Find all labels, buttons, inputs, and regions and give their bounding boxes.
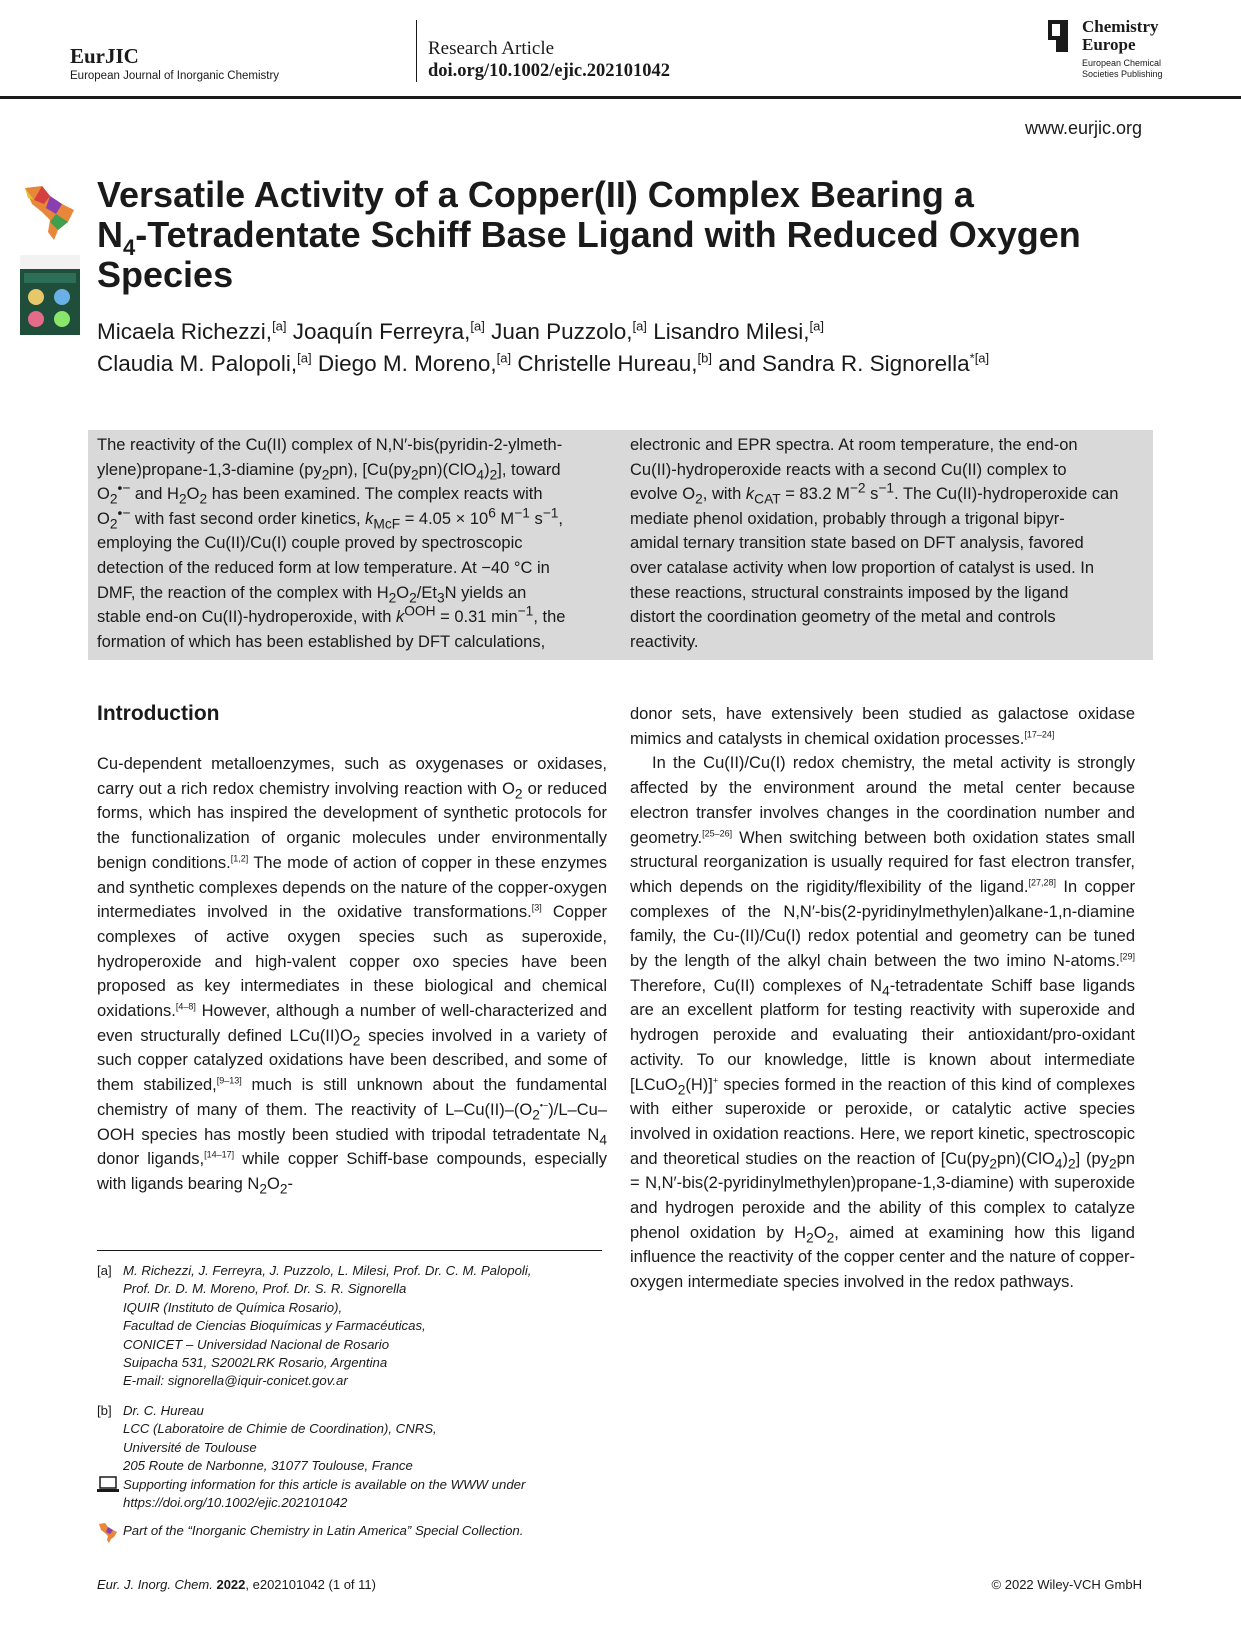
footnote-affiliation-b: [97, 1402, 617, 1476]
author-name: Christelle Hureau,: [517, 351, 698, 376]
citation-link[interactable]: [9–13]: [216, 1075, 242, 1086]
header-rule: [0, 96, 1241, 99]
abstract-line: reactivity.: [630, 632, 699, 651]
author-name: Juan Puzzolo,: [491, 319, 633, 344]
intro-paragraph-2: In the Cu(II)/Cu(I) redox chemistry, the metal activity is strongly affected by the environment around the metal center because electron transfer involves changes in the coordination number and geometry.[25–26] When switching between both oxidation states small structural reorganization is usually required for fast electron transfer, which depends on the rigidity/flexibility of the ligand.[27,28] In copper complexes of the N,N′-bis(2-pyridinylmethylen)alkane-1,n-diamine family, the Cu-(II)/Cu(I) redox potential and geometry can be tuned by the length of the alkyl chain between the two imino N-atoms.[29] Therefore, Cu(II) complexes of $N_4$-tetradentate Schiff base ligands are an excellent platform for testing reactivity with superoxide and hydrogen peroxide and evaluating their antioxidant/pro-oxidant activity. To our knowledge, little is known about intermediate [LCuO$_2$(H)]+ species formed in the reaction of this kind of complexes with either superoxide or peroxide, or catalytic active species involved in oxidation reactions. Here, we report kinetic, spectroscopic and theoretical studies on the reaction of $[Cu(py_2pn)(ClO_4)_2] (py_2pn$ = N,N′-bis(2-pyridinylmethylen)propane-1,3-diamine) with superoxide and hydrogen peroxide and the ability of this complex to catalyze phenol oxidation by $H_2O_2$, aimed at examining how this ligand influence the reactivity of the copper center and the nature of copper-oxygen intermediate species involved in the redox pathways.: [630, 754, 1136, 1292]
publisher-name: [1082, 18, 1212, 54]
abstract-line: DMF, the reaction of the complex with $H_2O_2/Et_3N$ yields an: [97, 583, 527, 605]
abstract-line: formation of which has been established by DFT calculations,: [97, 632, 546, 651]
footnote-line: LCC (Laboratoire de Chimie de Coordination), CNRS,: [123, 1421, 437, 1437]
footnote-special-collection: [97, 1522, 617, 1544]
abstract-line: $O_2^{•-}$ with fast second order kinetics, $k_{McF} = 4.05 \times 10^6$ $M^{-1}$ $s^{-1}$,: [97, 505, 563, 532]
abstract-line: amidal ternary transition state based on DFT analysis, favored: [630, 534, 1084, 553]
footnote-line: M. Richezzi, J. Ferreyra, J. Puzzolo, L. Milesi, Prof. Dr. C. M. Palopoli,: [123, 1263, 532, 1278]
footnote-line: CONICET – Universidad Nacional de Rosario: [123, 1336, 390, 1352]
author-affiliation: [a]: [470, 318, 485, 334]
abstract-line: The reactivity of the Cu(II) complex of N,N′-bis(pyridin-2-ylmeth-: [97, 436, 563, 454]
author-name: Diego M. Moreno,: [317, 351, 497, 376]
citation-link[interactable]: [29]: [1119, 951, 1135, 962]
author-affiliation: [a]: [496, 350, 512, 366]
abstract-line: these reactions, structural constraints imposed by the ligand: [630, 583, 1069, 602]
abstract-line: electronic and EPR spectra. At room temperature, the end-on: [630, 436, 1078, 454]
footnote-line: Prof. Dr. D. M. Moreno, Prof. Dr. S. R. Signorella: [123, 1281, 407, 1297]
citation-link[interactable]: [4–8]: [175, 1001, 196, 1012]
page-footer-citation: Eur. J. Inorg. Chem. 2022, e202101042 (1 of 11): [97, 1577, 376, 1592]
latin-america-map-icon: [20, 182, 80, 242]
author-name: Joaquín Ferreyra,: [292, 319, 471, 344]
laptop-icon: [97, 1476, 119, 1494]
article-title: [97, 175, 1137, 295]
doi-link[interactable]: doi.org/10.1002/ejic.202101042: [428, 61, 671, 81]
footnote-rule: [97, 1250, 602, 1251]
citation-link[interactable]: [1,2]: [230, 853, 249, 864]
citation-link[interactable]: [14–17]: [204, 1149, 235, 1160]
article-type: Research Article: [428, 38, 555, 59]
abstract-line: stable end-on Cu(II)-hydroperoxide, with $k^{OOH} = 0.31$ $\min^{-1}$, the: [97, 603, 566, 627]
publisher-name-line-1: Chemistry: [1082, 17, 1159, 36]
publisher-name-line-2: Europe: [1082, 35, 1136, 54]
author-name: Claudia M. Palopoli,: [97, 351, 298, 376]
author-affiliation: [a]: [297, 350, 312, 366]
latin-america-map-icon: [97, 1522, 119, 1544]
footnote-line: 205 Route de Narbonne, 31077 Toulouse, France: [123, 1458, 413, 1474]
abstract-line: ylene)propane-1,3-diamine $(py_2pn)$, $[Cu(py_2pn)(ClO_4)_2]$, toward: [97, 460, 561, 482]
intro-right-column: donor sets, have extensively been studied as galactose oxidase mimics and catalysts in chemical oxidation processes.[17–24] In the Cu(II)/Cu(I) redox chemistry, the metal activity is strongly affected by the environment around the metal center because electron transfer involves changes in the coordination number and geometry.[25–26] When switching between both oxidation states small structural reorganization is usually required for fast electron transfer, which depends on the rigidity/flexibility of the ligand.[27,28] In copper complexes of the N,N′-bis(2-pyridinylmethylen)alkane-1,n-diamine family, the Cu-(II)/Cu(I) redox potential and geometry can be tuned by the length of the alkyl chain between the two imino N-atoms.[29] Therefore, Cu(II) complexes of $N_4$-tetradentate Schiff base ligands are an excellent platform for testing reactivity with superoxide and hydrogen peroxide and evaluating their antioxidant/pro-oxidant activity. To our knowledge, little is known about intermediate [LCuO$_2$(H)]+ species formed in the reaction of this kind of complexes with either superoxide or peroxide, or catalytic active species involved in oxidation reactions. Here, we report kinetic, spectroscopic and theoretical studies on the reaction of $[Cu(py_2pn)(ClO_4)_2] (py_2pn$ = N,N′-bis(2-pyridinylmethylen)propane-1,3-diamine) with superoxide and hydrogen peroxide and the ability of this complex to catalyze phenol oxidation by $H_2O_2$, aimed at examining how this ligand influence the reactivity of the copper center and the nature of copper-oxygen intermediate species involved in the redox pathways.: [630, 702, 1135, 1295]
footnote-line: Supporting information for this article is available on the WWW under: [123, 1477, 526, 1492]
author-name: and Sandra R. Signorella: [718, 351, 970, 376]
author-list: [97, 316, 1157, 380]
footnote-label: [b]: [97, 1403, 112, 1418]
abstract-line: Cu(II)-hydroperoxide reacts with a second Cu(II) complex to: [630, 460, 1067, 479]
supporting-info-link[interactable]: https://doi.org/10.1002/ejic.202101042: [123, 1495, 348, 1511]
header-divider: [416, 20, 417, 82]
footnote-line: Université de Toulouse: [123, 1439, 257, 1455]
author-affiliation: [b]: [697, 350, 712, 366]
citation-link[interactable]: [27,28]: [1028, 877, 1056, 888]
footnote-line: Suipacha 531, S2002LRK Rosario, Argentina: [123, 1355, 388, 1371]
title-subscript: 4: [123, 235, 136, 261]
publisher-sub-line-1: European Chemical: [1082, 58, 1162, 68]
footnote-line: Dr. C. Hureau: [123, 1403, 204, 1418]
author-name: Micaela Richezzi,: [97, 319, 273, 344]
citation-link[interactable]: [25–26]: [702, 828, 733, 839]
abstract-line: over catalase activity when low proportion of catalyst is used. In: [630, 558, 1095, 577]
author-affiliation: [a]: [809, 318, 824, 334]
page-footer-copyright: © 2022 Wiley-VCH GmbH: [991, 1577, 1142, 1592]
abstract-left-column: [97, 433, 607, 654]
footnote-line: Part of the “Inorganic Chemistry in Latin America” Special Collection.: [123, 1523, 524, 1538]
cover-art-icon: [20, 255, 80, 335]
intro-left-column: Cu-dependent metalloenzymes, such as oxygenases or oxidases, carry out a rich redox chemistry involving reaction with $O_2$ or reduced forms, which has inspired the development of synthetic protocols for the functionalization of organic molecules under environmentally benign conditions.[1,2] The mode of action of copper in these enzymes and synthetic complexes depends on the nature of the copper-oxygen intermediates involved in the oxidative transformations.[3] Copper complexes of active oxygen species such as superoxide, hydroperoxide and high-valent copper oxo species have been proposed as key intermediates in these biological and chemical oxidations.[4–8] However, although a number of well-characterized and even structurally defined $LCu(II)O_2$ species involved in a variety of such copper catalyzed oxidations have been described, and some of them stabilized,[9–13] much is still unknown about the fundamental chemistry of many of them. The reactivity of $L-Cu(II)-(O_2^{•-})/L-Cu$–OOH species has mostly been studied with tripodal tetradentate $N_4$ donor ligands,[14–17] while copper Schiff-base compounds, especially with ligands bearing $N_2O_2-$: [97, 755, 608, 1197]
publisher-subtitle: [1082, 58, 1202, 80]
abstract-line: mediate phenol oxidation, probably through a trigonal bipyr-: [630, 509, 1065, 528]
author-name: Lisandro Milesi,: [653, 319, 810, 344]
citation-link[interactable]: [3]: [531, 902, 542, 913]
publisher-sub-line-2: Societies Publishing: [1082, 69, 1163, 79]
footnote-affiliation-a: [97, 1262, 617, 1391]
abstract-right-column: [630, 433, 1135, 654]
abstract-line: employing the Cu(II)/Cu(I) couple proved by spectroscopic: [97, 534, 523, 553]
journal-cover-thumbnail[interactable]: [20, 255, 80, 335]
footnote-supporting-info: [97, 1476, 617, 1513]
footnote-email-link[interactable]: E-mail: signorella@iquir-conicet.gov.ar: [123, 1373, 348, 1389]
author-affiliation: *[a]: [969, 350, 990, 366]
footnote-line: Facultad de Ciencias Bioquímicas y Farmacéuticas,: [123, 1318, 426, 1334]
journal-website-link[interactable]: www.eurjic.org: [1024, 118, 1142, 138]
chemistry-europe-logo-icon: [1048, 20, 1068, 52]
abstract-line: detection of the reduced form at low temperature. At −40 °C in: [97, 558, 550, 577]
abstract-line: evolve $O_2$, with $k_{CAT} = 83.2$ $M^{-2}$ $s^{-1}$. The Cu(II)-hydroperoxide can: [630, 480, 1119, 507]
title-line-2-post: -Tetradentate Schiff Base Ligand with Reduced Oxygen: [135, 214, 1081, 255]
footnote-label: [a]: [97, 1263, 112, 1278]
author-affiliation: [a]: [272, 318, 287, 334]
citation-link[interactable]: [17–24]: [1024, 729, 1055, 740]
journal-full-name: European Journal of Inorganic Chemistry: [70, 70, 280, 82]
section-heading-introduction: Introduction: [97, 702, 220, 725]
title-line-1: Versatile Activity of a Copper(II) Complex Bearing a: [97, 174, 974, 215]
abstract-line: $O_2^{•-}$ and $H_2O_2$ has been examined. The complex reacts with: [97, 480, 543, 507]
title-line-3: Species: [97, 254, 234, 295]
journal-abbrev: EurJIC: [70, 44, 139, 68]
abstract-line: distort the coordination geometry of the metal and controls: [630, 608, 1056, 627]
title-line-2-pre: N: [97, 214, 123, 255]
footnote-line: IQUIR (Instituto de Química Rosario),: [123, 1299, 343, 1315]
author-affiliation: [a]: [632, 318, 647, 334]
